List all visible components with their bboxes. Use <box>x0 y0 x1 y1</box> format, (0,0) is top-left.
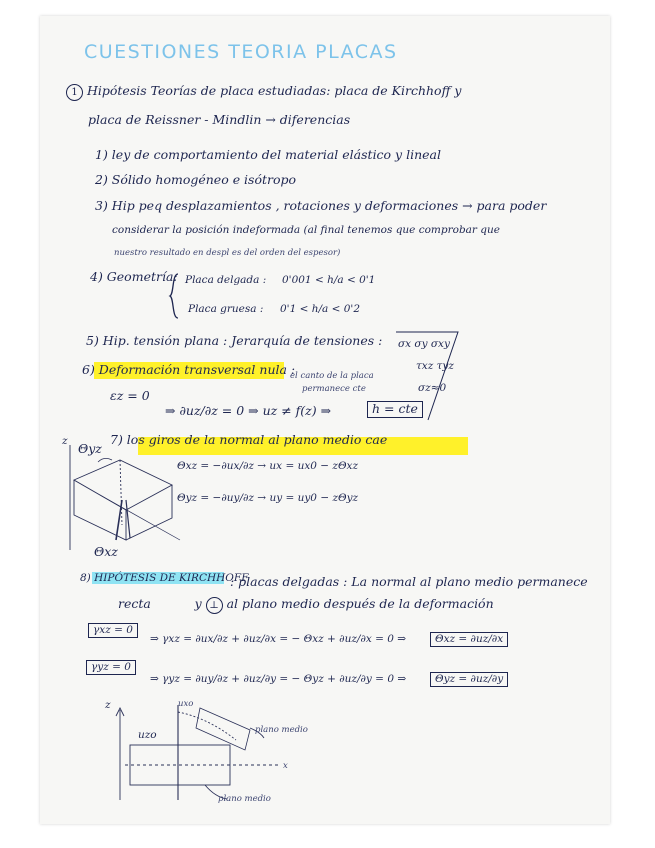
question-1-line1 <box>66 84 461 101</box>
hypothesis-6-result: h = cte <box>367 401 423 418</box>
hypothesis-6-note-1: el canto de la placa <box>290 371 374 381</box>
gamma-xz-zero-box: γxz = 0 <box>88 623 138 638</box>
hypothesis-5: 5) Hip. tensión plana : Jerarquía de tensiones : <box>86 333 383 348</box>
theta-yz-relation: Θyz = −∂uy/∂z → uy = uy0 − zΘyz <box>177 492 359 504</box>
hypothesis-6-note-2: permanece cte <box>302 384 366 394</box>
theta-xz-relation: Θxz = −∂ux/∂z → ux = ux0 − zΘxz <box>177 460 359 472</box>
sketch-plane-label-2: plano medio <box>218 794 271 804</box>
hypothesis-3-line1: 3) Hip peq desplazamientos , rotaciones y deformaciones → para poder <box>95 198 547 213</box>
hypothesis-7: 7) los giros de la normal al plano medio cae <box>110 432 388 447</box>
hypothesis-4-label: 4) Geometría: <box>90 269 178 284</box>
kirchhoff-and: y <box>194 596 202 611</box>
theta-xz-result: Θxz = ∂uz/∂x <box>430 632 508 647</box>
kirchhoff-text-1: : placas delgadas : La normal al plano medio permanece <box>230 574 588 589</box>
sketch-uzo-label: uzo <box>138 729 157 741</box>
gamma-yz-zero-box: γyz = 0 <box>86 660 136 675</box>
theta-yz-label: Θyz <box>78 441 102 456</box>
stress-row-2: τxz τyz <box>416 360 454 372</box>
sketch-z-label: z <box>105 699 111 711</box>
hypothesis-1: 1) ley de comportamiento del material elástico y lineal <box>95 147 441 162</box>
hypothesis-2: 2) Sólido homogéneo e isótropo <box>95 172 297 187</box>
brace-icon <box>168 272 180 320</box>
sketch-plane-label-1: plano medio <box>255 725 308 735</box>
sketch-x-label: x <box>283 761 288 771</box>
kirchhoff-text-2-rest: al plano medio después de la deformación <box>226 596 494 611</box>
page-title: CUESTIONES TEORIA PLACAS <box>84 41 398 63</box>
gamma-xz-equation: ⇒ γxz = ∂ux/∂z + ∂uz/∂x = − Θxz + ∂uz/∂x = 0 ⇒ <box>150 633 407 645</box>
stress-row-1: σx σy σxy <box>398 338 450 350</box>
thick-plate-label: Placa gruesa : <box>188 303 264 315</box>
thin-plate-label: Placa delgada : <box>185 274 267 286</box>
question-1-text: Hipótesis Teorías de placa estudiadas: placa de Kirchhoff y <box>86 83 462 98</box>
hypothesis-6-eq-chain: ⇒ ∂uz/∂z = 0 ⇒ uz ≠ f(z) ⇒ <box>165 403 332 418</box>
hypothesis-3-line2: considerar la posición indeformada (al final tenemos que comprobar que <box>112 224 500 236</box>
theta-xz-label: Θxz <box>94 544 118 559</box>
thin-plate-range: 0'001 < h/a < 0'1 <box>282 274 376 286</box>
hypothesis-3-line3: nuestro resultado en despl es del orden del espesor) <box>114 248 341 258</box>
stress-row-3: σz≈0 <box>418 382 447 394</box>
kirchhoff-text-2 <box>118 597 494 614</box>
hypothesis-6-eq-strain: εz = 0 <box>110 388 150 403</box>
plate-element-sketch <box>60 440 180 555</box>
theta-yz-result: Θyz = ∂uz/∂y <box>430 672 508 687</box>
question-1-line2: placa de Reissner - Mindlin → diferencias <box>88 112 351 127</box>
kirchhoff-straight: recta <box>118 596 151 611</box>
thick-plate-range: 0'1 < h/a < 0'2 <box>280 303 361 315</box>
gamma-yz-equation: ⇒ γyz = ∂uy/∂z + ∂uz/∂y = − Θyz + ∂uz/∂y = 0 ⇒ <box>150 673 407 685</box>
question-number-badge: 1 <box>66 84 83 101</box>
perpendicular-symbol: ⊥ <box>206 597 223 614</box>
hypothesis-6-label: 6) Deformación transversal nula : <box>82 362 296 377</box>
sketch-uxo-label: uxo <box>178 699 194 709</box>
axis-z-label: z <box>62 435 68 447</box>
kirchhoff-label: 8) HIPÓTESIS DE KIRCHHOFF <box>80 572 249 584</box>
